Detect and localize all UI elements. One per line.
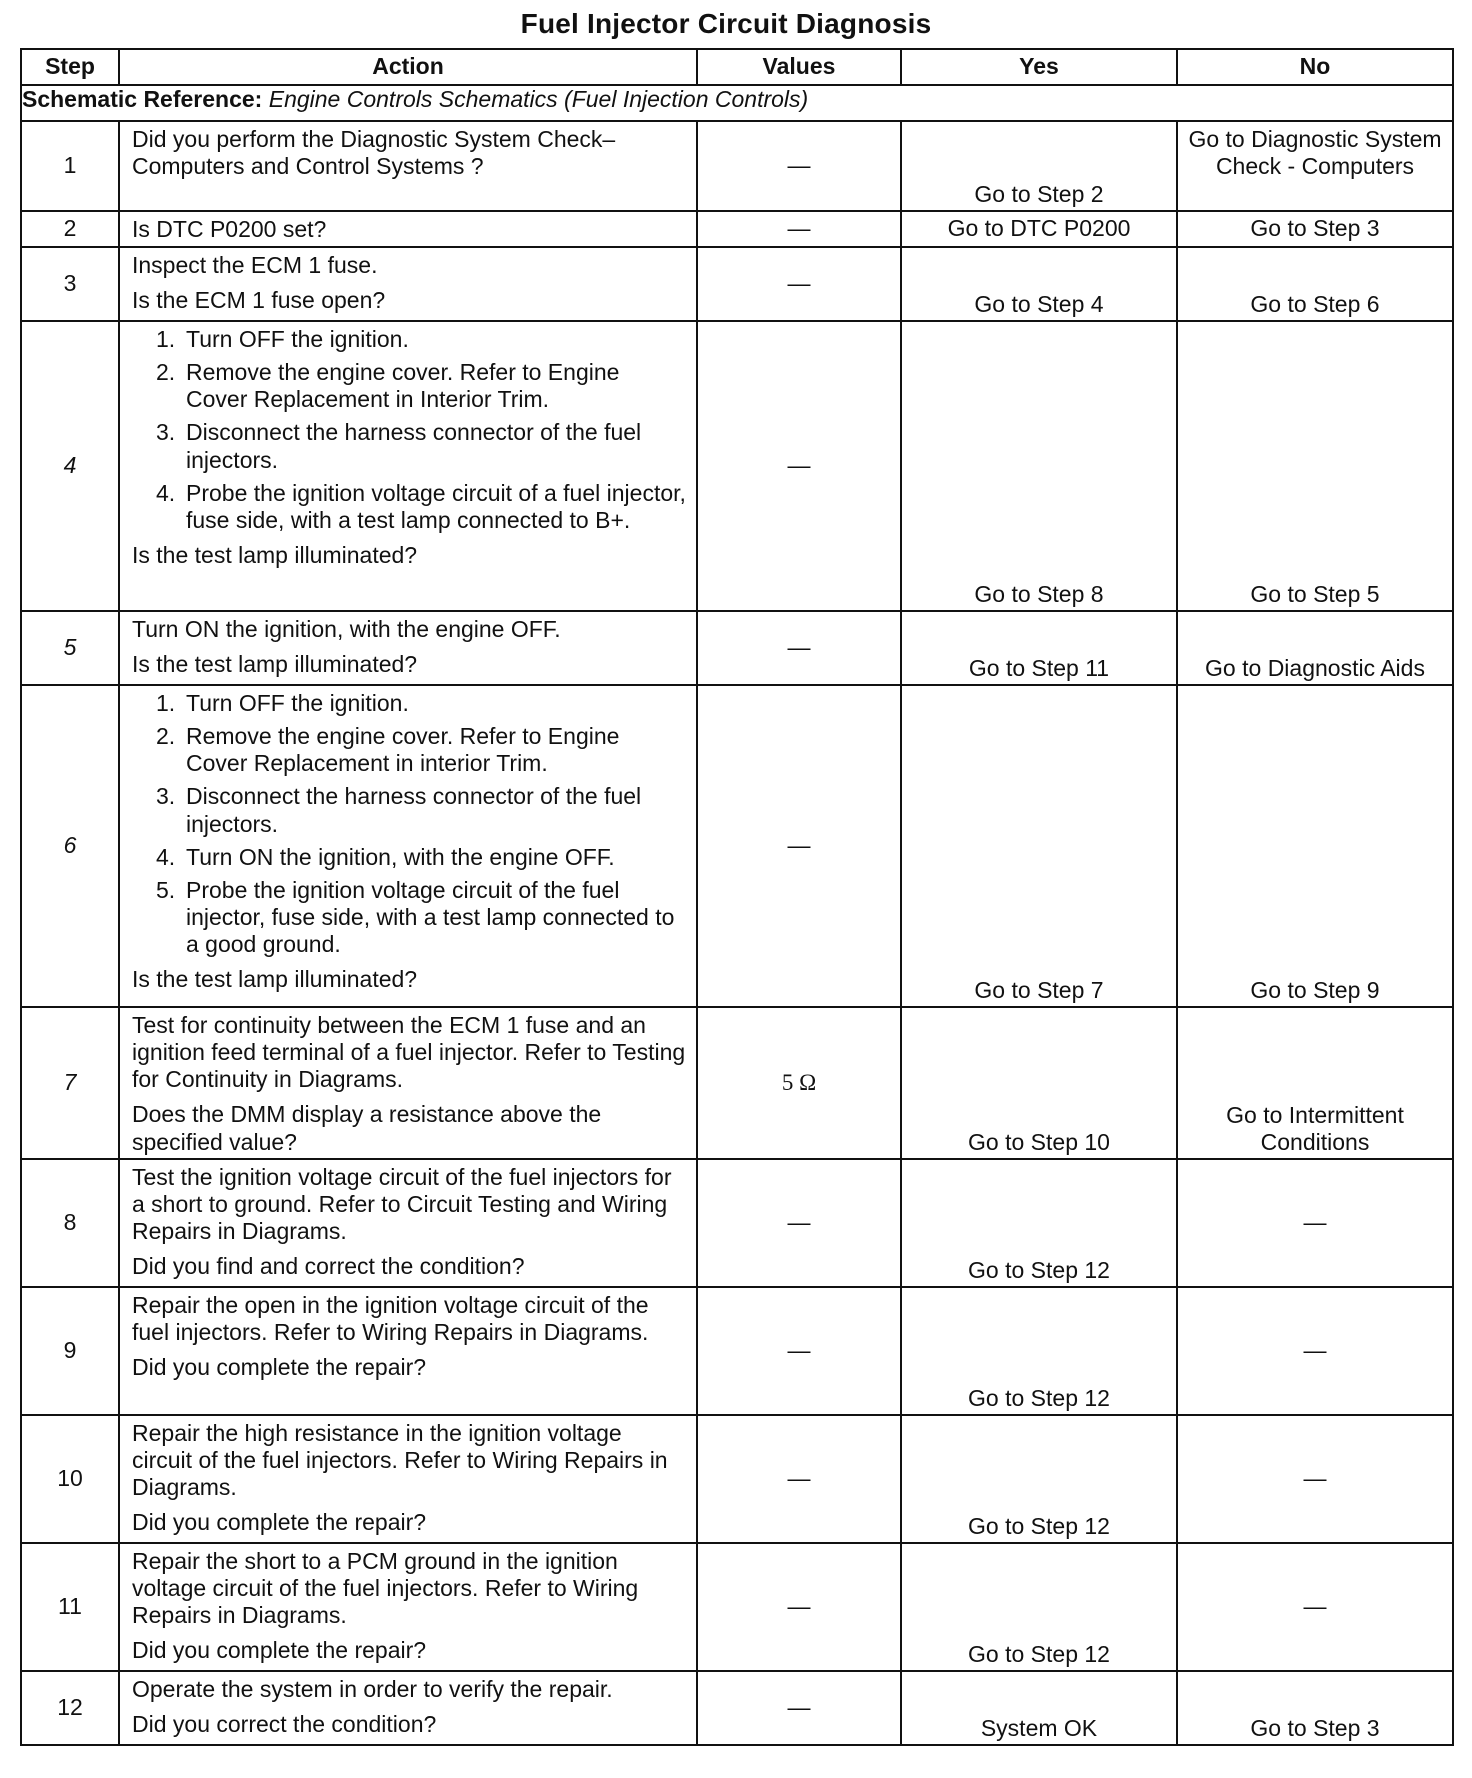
values-cell: —: [697, 1543, 901, 1671]
values-cell: —: [697, 1415, 901, 1543]
yes-cell: Go to Step 4: [901, 247, 1177, 321]
values-cell: —: [697, 611, 901, 685]
action-cell: [119, 1159, 697, 1287]
step-number: 8: [21, 1159, 119, 1287]
table-row: [21, 211, 1453, 247]
values-cell: —: [697, 1159, 901, 1287]
action-cell: [119, 1415, 697, 1543]
list-item: 1. Turn OFF the ignition.: [156, 326, 409, 352]
no-cell: Go to Step 6: [1177, 247, 1453, 321]
table-row: [21, 685, 1453, 1007]
table-row: [21, 121, 1453, 211]
header-action: Action: [119, 49, 697, 85]
action-cell: [119, 247, 697, 321]
step-number: 10: [21, 1415, 119, 1543]
list-item: 3. Disconnect the harness connector of the fuel injectors.: [156, 419, 642, 473]
step-number: 6: [21, 685, 119, 1007]
action-question: Did you complete the repair?: [132, 1354, 427, 1381]
action-list: [132, 690, 686, 958]
action-list: [132, 326, 686, 534]
step-number: 3: [21, 247, 119, 321]
step-number: 12: [21, 1671, 119, 1745]
table-row: [21, 1287, 1453, 1415]
values-cell: —: [697, 1671, 901, 1745]
list-item: 3. Disconnect the harness connector of the fuel injectors.: [156, 783, 642, 837]
table-row: [21, 1671, 1453, 1745]
action-question: Did you correct the condition?: [132, 1711, 437, 1738]
values-cell: 5 Ω: [697, 1007, 901, 1159]
action-question: Does the DMM display a resistance above the specified value?: [132, 1101, 602, 1155]
header-row: [21, 49, 1453, 85]
no-cell: Go to Step 3: [1177, 1671, 1453, 1745]
action-text: Test for continuity between the ECM 1 fuse and an ignition feed terminal of a fuel injector. Refer to Testing for Continuity in Diagrams.: [132, 1012, 686, 1093]
action-text: Inspect the ECM 1 fuse.: [132, 252, 378, 278]
values-cell: —: [697, 321, 901, 611]
action-cell: [119, 321, 697, 611]
yes-cell: Go to Step 12: [901, 1543, 1177, 1671]
yes-cell: Go to Step 11: [901, 611, 1177, 685]
action-cell: [119, 211, 697, 247]
header-yes: Yes: [901, 49, 1177, 85]
step-number: 9: [21, 1287, 119, 1415]
values-cell: —: [697, 211, 901, 247]
action-text: Repair the short to a PCM ground in the ignition voltage circuit of the fuel injectors. Refer to Wiring Repairs in Diagrams.: [132, 1548, 639, 1629]
no-cell: Go to Diagnostic System Check - Computers: [1177, 121, 1453, 211]
diagnosis-table: [20, 48, 1454, 1746]
table-row: [21, 611, 1453, 685]
header-no: No: [1177, 49, 1453, 85]
values-cell: —: [697, 685, 901, 1007]
action-cell: [119, 1007, 697, 1159]
action-question: Is the test lamp illuminated?: [132, 966, 418, 993]
action-question: Is the test lamp illuminated?: [132, 541, 418, 568]
schematic-label: Schematic Reference:: [22, 86, 263, 112]
yes-cell: Go to Step 12: [901, 1159, 1177, 1287]
action-question: Did you complete the repair?: [132, 1637, 427, 1664]
step-number: 4: [21, 321, 119, 611]
table-row: [21, 1159, 1453, 1287]
yes-cell: Go to Step 8: [901, 321, 1177, 611]
schematic-ref: Engine Controls Schematics (Fuel Injection Controls): [268, 86, 809, 112]
action-question: Did you find and correct the condition?: [132, 1253, 525, 1280]
step-number: 2: [21, 211, 119, 247]
no-cell: Go to Diagnostic Aids: [1177, 611, 1453, 685]
yes-cell: Go to Step 10: [901, 1007, 1177, 1159]
action-cell: [119, 685, 697, 1007]
header-step: Step: [21, 49, 119, 85]
table-row: [21, 247, 1453, 321]
yes-cell: Go to DTC P0200: [901, 211, 1177, 247]
table-row: [21, 1007, 1453, 1159]
list-item: 2. Remove the engine cover. Refer to Engine Cover Replacement in Interior Trim.: [156, 359, 620, 413]
step-number: 1: [21, 121, 119, 211]
action-text: Test the ignition voltage circuit of the fuel injectors for a short to ground. Refer to Circuit Testing and Wiring Repairs in Diagrams.: [132, 1164, 672, 1245]
list-item: 4. Probe the ignition voltage circuit of a fuel injector, fuse side, with a test lamp connected to B+.: [156, 479, 686, 533]
yes-cell: System OK: [901, 1671, 1177, 1745]
no-cell: —: [1177, 1415, 1453, 1543]
table-row: [21, 1543, 1453, 1671]
yes-cell: Go to Step 7: [901, 685, 1177, 1007]
values-cell: —: [697, 1287, 901, 1415]
list-item: 4. Turn ON the ignition, with the engine OFF.: [156, 843, 615, 870]
action-cell: [119, 1671, 697, 1745]
action-cell: [119, 121, 697, 211]
no-cell: —: [1177, 1287, 1453, 1415]
no-cell: Go to Step 3: [1177, 211, 1453, 247]
page-title: Fuel Injector Circuit Diagnosis: [520, 8, 932, 39]
action-text: Repair the open in the ignition voltage circuit of the fuel injectors. Refer to Wiring Repairs in Diagrams.: [132, 1292, 649, 1346]
header-values: Values: [697, 49, 901, 85]
no-cell: Go to Step 9: [1177, 685, 1453, 1007]
action-text: Is DTC P0200 set?: [132, 216, 327, 243]
action-text: Did you perform the Diagnostic System Check–Computers and Control Systems ?: [132, 126, 616, 180]
table-row: [21, 1415, 1453, 1543]
action-text: Repair the high resistance in the ignition voltage circuit of the fuel injectors. Refer to Wiring Repairs in Diagrams.: [132, 1420, 668, 1501]
step-number: 7: [21, 1007, 119, 1159]
yes-cell: Go to Step 12: [901, 1287, 1177, 1415]
values-cell: —: [697, 247, 901, 321]
action-text: Operate the system in order to verify the repair.: [132, 1676, 613, 1702]
action-text: Turn ON the ignition, with the engine OFF.: [132, 616, 561, 642]
step-number: 11: [21, 1543, 119, 1671]
no-cell: Go to Intermittent Conditions: [1177, 1007, 1453, 1159]
no-cell: —: [1177, 1159, 1453, 1287]
values-cell: —: [697, 121, 901, 211]
action-cell: [119, 1287, 697, 1415]
action-question: Did you complete the repair?: [132, 1509, 427, 1536]
action-question: Is the ECM 1 fuse open?: [132, 287, 386, 314]
no-cell: —: [1177, 1543, 1453, 1671]
step-number: 5: [21, 611, 119, 685]
list-item: 1. Turn OFF the ignition.: [156, 690, 409, 716]
yes-cell: Go to Step 12: [901, 1415, 1177, 1543]
table-row: [21, 321, 1453, 611]
list-item: 2. Remove the engine cover. Refer to Engine Cover Replacement in interior Trim.: [156, 723, 620, 777]
list-item: 5. Probe the ignition voltage circuit of the fuel injector, fuse side, with a test lamp connected to a good ground.: [156, 876, 675, 957]
action-cell: [119, 1543, 697, 1671]
yes-cell: Go to Step 2: [901, 121, 1177, 211]
action-question: Is the test lamp illuminated?: [132, 651, 418, 678]
no-cell: Go to Step 5: [1177, 321, 1453, 611]
action-cell: [119, 611, 697, 685]
schematic-reference-row: [21, 85, 1453, 121]
